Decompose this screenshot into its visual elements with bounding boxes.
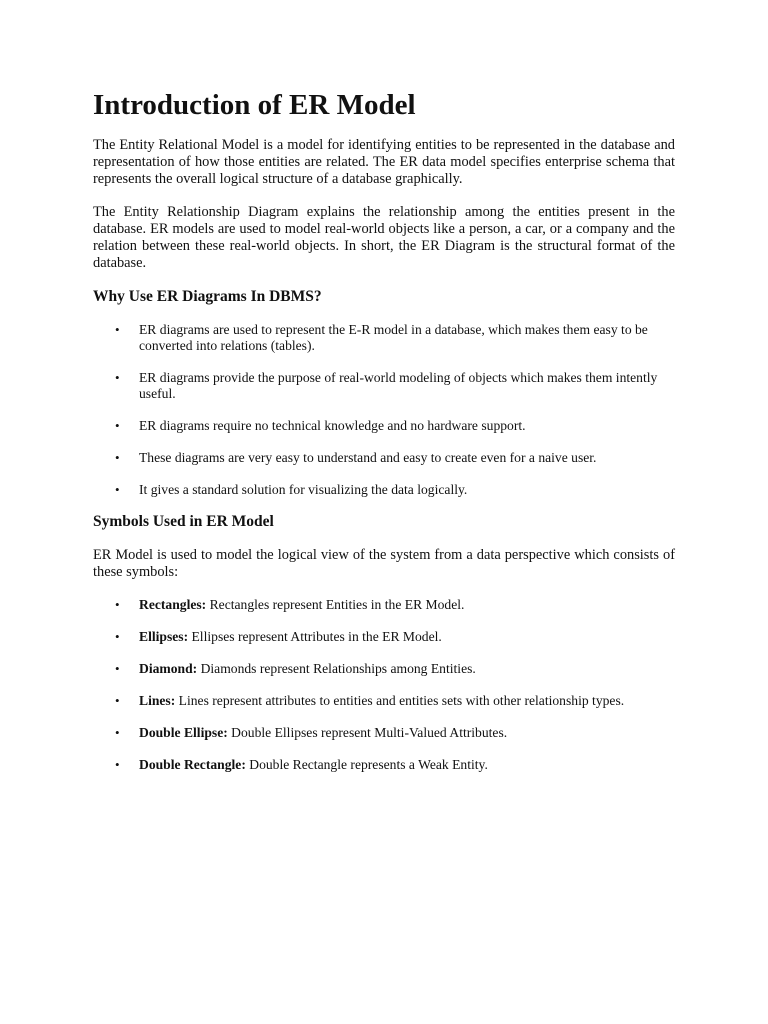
list-item [93,693,675,709]
symbol-term: Ellipses: [139,629,189,644]
symbols-section-heading: Symbols Used in ER Model [93,513,274,530]
list-item [93,757,675,773]
symbol-term: Lines: [139,693,176,708]
page-title: Introduction of ER Model [93,89,416,121]
bullet-icon: • [115,482,120,497]
bullet-icon: • [115,725,120,740]
bullet-icon: • [115,757,120,772]
bullet-icon: • [115,418,120,433]
bullet-icon: • [115,450,120,465]
symbol-description: Lines represent attributes to entities and entities sets with other relationship types. [175,693,625,708]
bullet-icon: • [115,629,120,644]
list-item-text: ER diagrams are used to represent the E-R model in a database, which makes them easy to be converted into relations (tables). [139,322,648,353]
bullet-icon: • [115,693,120,708]
list-item [93,482,675,498]
symbol-description: Ellipses represent Attributes in the ER Model. [188,629,442,644]
intro-paragraph-2: The Entity Relationship Diagram explains the relationship among the entities present in the database. ER models are used to model real-world objects like a person, a car, or a company and the relation between these real-world objects. In short, the ER Diagram is the structural format of the database. [93,204,675,271]
list-item [93,370,675,402]
symbol-term: Double Ellipse: [139,725,228,740]
bullet-icon: • [115,661,120,676]
document-page [93,85,675,773]
symbol-description: Diamonds represent Relationships among Entities. [197,661,476,676]
list-item [93,450,675,466]
symbol-description: Double Ellipses represent Multi-Valued Attributes. [227,725,508,740]
bullet-icon: • [115,597,120,612]
symbol-description: Rectangles represent Entities in the ER Model. [206,597,465,612]
list-item [93,322,675,354]
symbol-term: Double Rectangle: [139,757,246,772]
bullet-icon: • [115,370,120,385]
list-item [93,725,675,741]
symbol-term: Rectangles: [139,597,207,612]
why-section-heading: Why Use ER Diagrams In DBMS? [93,288,322,305]
list-item-text: These diagrams are very easy to understand and easy to create even for a naive user. [139,450,597,465]
symbols-list [93,597,675,773]
list-item [93,661,675,677]
list-item [93,597,675,613]
symbol-description: Double Rectangle represents a Weak Entity. [245,757,488,772]
list-item-text: ER diagrams provide the purpose of real-world modeling of objects which makes them intently useful. [139,370,658,401]
intro-paragraph-1: The Entity Relational Model is a model for identifying entities to be represented in the database and representation of how those entities are related. The ER data model specifies enterprise schema that represents the overall logical structure of a database graphically. [93,137,675,187]
list-item [93,629,675,645]
symbols-intro-paragraph: ER Model is used to model the logical view of the system from a data perspective which consists of these symbols: [93,547,675,580]
list-item-text: It gives a standard solution for visualizing the data logically. [139,482,468,497]
why-list [93,322,675,498]
list-item-text: ER diagrams require no technical knowledge and no hardware support. [139,418,526,433]
symbol-term: Diamond: [139,661,198,676]
bullet-icon: • [115,322,120,337]
list-item [93,418,675,434]
